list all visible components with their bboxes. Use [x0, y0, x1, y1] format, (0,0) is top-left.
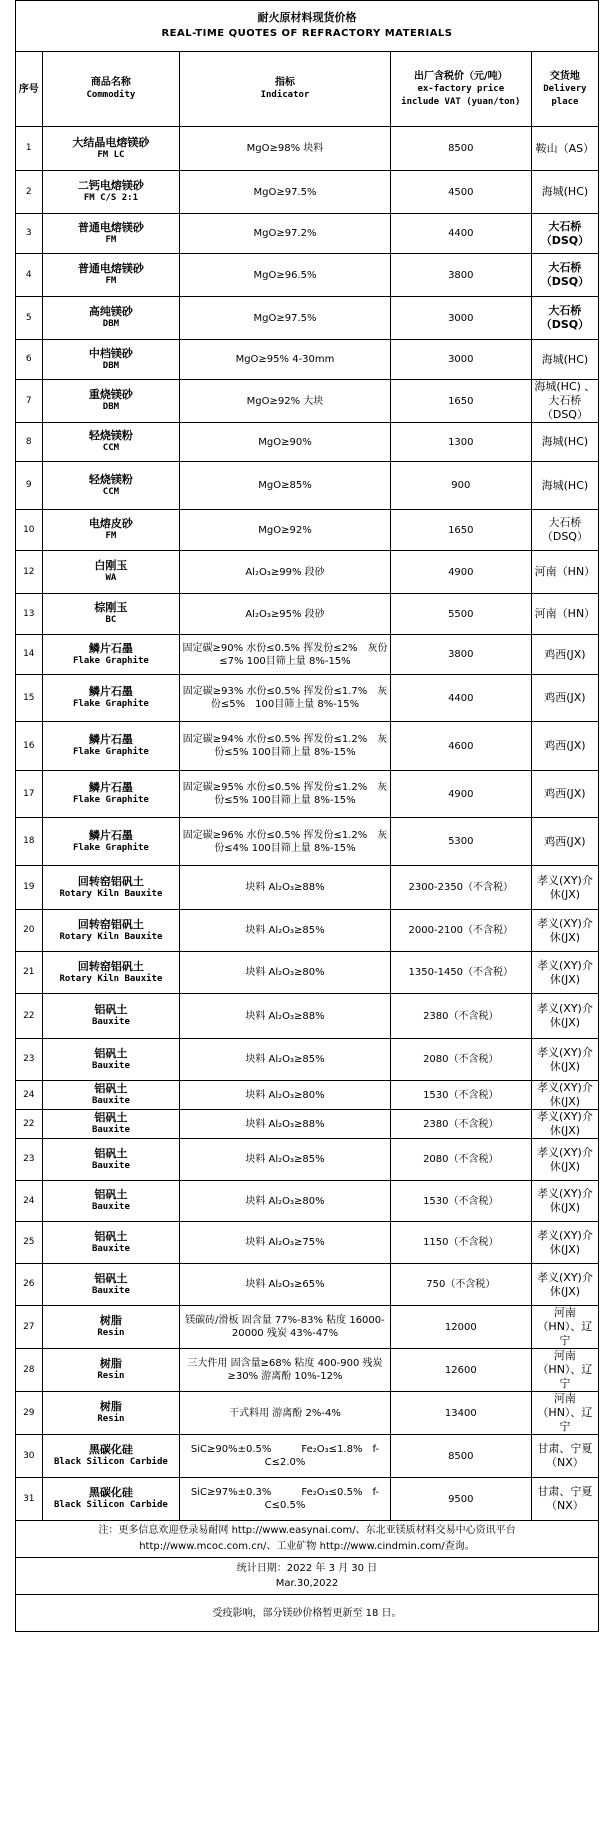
indicator-cell: 块料 Al₂O₃≥88% [180, 994, 391, 1039]
commodity-name-zh: 鳞片石墨 [88, 733, 133, 746]
header-place: 交货地 Delivery place [531, 52, 598, 127]
commodity-name-en: CCM [102, 443, 120, 453]
row-number: 16 [16, 722, 43, 771]
indicator-cell: 块料 Al₂O₃≥75% [180, 1222, 391, 1264]
commodity-name-zh: 鳞片石墨 [88, 828, 133, 842]
price-cell: 8500 [390, 1435, 531, 1478]
delivery-place-cell: 海城(HC) 、 大石桥（DSQ） [531, 380, 598, 423]
commodity-cell [42, 1081, 180, 1110]
stats-row [16, 1558, 599, 1595]
commodity-cell [42, 1139, 180, 1181]
commodity-name-zh: 轻烧镁粉 [88, 429, 133, 442]
row-number: 27 [16, 1306, 43, 1349]
table-row [16, 214, 599, 254]
commodity-name-zh: 黑碳化硅 [88, 1443, 133, 1456]
remark-text: 受疫影响，部分镁砂价格暂更新至 18 日。 [16, 1595, 599, 1632]
commodity-cell [42, 722, 180, 771]
price-cell: 1530（不含税） [390, 1081, 531, 1110]
commodity-name-zh: 回转窑铝矾土 [77, 917, 144, 931]
commodity-cell [42, 1349, 180, 1392]
header-price: 出厂含税价（元/吨） ex-factory price include VAT (yuan/ton) [390, 52, 531, 127]
row-number: 10 [16, 510, 43, 551]
table-row [16, 1139, 599, 1181]
title-zh: 耐火原材料现货价格 [257, 11, 357, 24]
commodity-name-en: Resin [97, 1328, 125, 1338]
row-number: 18 [16, 818, 43, 866]
indicator-cell: 块料 Al₂O₃≥85% [180, 1039, 391, 1081]
commodity-name-en: Bauxite [91, 1096, 130, 1106]
indicator-cell: SiC≥90%±0.5% Fe₂O₃≤1.8% f-C≤2.0% [180, 1435, 391, 1478]
delivery-place-cell: 鞍山（AS） [531, 127, 598, 171]
table-row [16, 1181, 599, 1222]
row-number: 15 [16, 675, 43, 722]
delivery-place-cell: 孝义(XY)介休(JX) [531, 952, 598, 994]
commodity-cell [42, 510, 180, 551]
delivery-place-cell: 甘肃、宁夏（NX） [531, 1435, 598, 1478]
delivery-place-cell: 甘肃、宁夏（NX） [531, 1478, 598, 1521]
row-number: 9 [16, 462, 43, 510]
stats-date-zh: 统计日期：2022 年 3 月 30 日 [236, 1563, 378, 1574]
commodity-cell [42, 423, 180, 462]
commodity-cell [42, 1110, 180, 1139]
delivery-place-cell: 海城(HC) [531, 423, 598, 462]
commodity-name-en: FM LC [97, 149, 125, 160]
row-number: 3 [16, 214, 43, 254]
commodity-cell [42, 1392, 180, 1435]
indicator-cell: MgO≥92% [180, 510, 391, 551]
commodity-name-zh: 铝矾土 [94, 1229, 128, 1243]
commodity-name-zh: 棕刚玉 [94, 601, 128, 614]
commodity-name-en: FM [105, 531, 117, 541]
indicator-cell: MgO≥98% 块料 [180, 127, 391, 171]
row-number: 19 [16, 866, 43, 910]
row-number: 12 [16, 551, 43, 594]
price-cell: 13400 [390, 1392, 531, 1435]
price-cell: 4500 [390, 171, 531, 214]
table-row [16, 952, 599, 994]
commodity-cell [42, 1435, 180, 1478]
commodity-name-en: Flake Graphite [72, 699, 149, 709]
delivery-place-cell: 大石桥（DSQ） [531, 254, 598, 297]
indicator-cell: Al₂O₃≥95% 段砂 [180, 594, 391, 635]
commodity-cell [42, 910, 180, 952]
price-cell: 3800 [390, 254, 531, 297]
commodity-name-en: Bauxite [91, 1285, 130, 1296]
row-number: 6 [16, 340, 43, 380]
commodity-cell [42, 340, 180, 380]
price-cell: 1350-1450（不含税） [390, 952, 531, 994]
price-cell: 2300-2350（不含税） [390, 866, 531, 910]
price-cell: 4400 [390, 214, 531, 254]
commodity-cell [42, 818, 180, 866]
table-row [16, 171, 599, 214]
indicator-cell: 块料 Al₂O₃≥80% [180, 1181, 391, 1222]
price-cell: 5300 [390, 818, 531, 866]
commodity-name-zh: 树脂 [99, 1357, 122, 1370]
delivery-place-cell: 海城(HC) [531, 171, 598, 214]
commodity-cell [42, 952, 180, 994]
indicator-cell: 干式料用 游离酚 2%-4% [180, 1392, 391, 1435]
delivery-place-cell: 河南（HN）、辽宁 [531, 1349, 598, 1392]
commodity-name-zh: 普通电熔镁砂 [77, 220, 144, 234]
commodity-name-zh: 铝矾土 [94, 1111, 128, 1124]
table-row [16, 1478, 599, 1521]
table-row [16, 1039, 599, 1081]
commodity-name-zh: 铝矾土 [94, 1046, 128, 1060]
commodity-name-en: WA [105, 573, 117, 583]
table-row [16, 1306, 599, 1349]
row-number: 2 [16, 171, 43, 214]
indicator-cell: MgO≥90% [180, 423, 391, 462]
price-cell: 9500 [390, 1478, 531, 1521]
indicator-cell: 固定碳≥93% 水份≤0.5% 挥发份≤1.7% 灰份≤5% 100目筛上量 8%-15% [180, 675, 391, 722]
price-cell: 900 [390, 462, 531, 510]
delivery-place-cell: 孝义(XY)介休(JX) [531, 866, 598, 910]
row-number: 1 [16, 127, 43, 171]
price-cell: 5500 [390, 594, 531, 635]
header-no: 序号 [16, 52, 43, 127]
row-number: 7 [16, 380, 43, 423]
commodity-cell [42, 1478, 180, 1521]
indicator-cell: MgO≥92% 大块 [180, 380, 391, 423]
table-row [16, 722, 599, 771]
delivery-place-cell: 孝义(XY)介休(JX) [531, 1222, 598, 1264]
price-cell: 2080（不含税） [390, 1039, 531, 1081]
commodity-name-en: Rotary Kiln Bauxite [59, 931, 163, 942]
commodity-name-en: Flake Graphite [72, 842, 149, 853]
commodity-name-zh: 回转窑铝矾土 [77, 874, 144, 888]
price-cell: 12000 [390, 1306, 531, 1349]
table-row [16, 594, 599, 635]
commodity-name-en: Flake Graphite [72, 747, 149, 757]
table-row [16, 1222, 599, 1264]
commodity-name-zh: 二钙电熔镁砂 [77, 179, 144, 192]
delivery-place-cell: 孝义(XY)介休(JX) [531, 1081, 598, 1110]
delivery-place-cell: 河南（HN）、辽宁 [531, 1392, 598, 1435]
row-number: 24 [16, 1181, 43, 1222]
header-commodity: 商品名称 Commodity [42, 52, 180, 127]
table-row [16, 818, 599, 866]
row-number: 13 [16, 594, 43, 635]
price-cell: 2380（不含税） [390, 994, 531, 1039]
delivery-place-cell: 大石桥（DSQ） [531, 510, 598, 551]
table-row [16, 866, 599, 910]
price-cell: 4400 [390, 675, 531, 722]
indicator-cell: MgO≥95% 4-30mm [180, 340, 391, 380]
indicator-cell: MgO≥97.5% [180, 297, 391, 340]
row-number: 28 [16, 1349, 43, 1392]
stats-date-en: Mar.30,2022 [275, 1578, 339, 1589]
delivery-place-cell: 孝义(XY)介休(JX) [531, 1039, 598, 1081]
price-cell: 1650 [390, 380, 531, 423]
delivery-place-cell: 孝义(XY)介休(JX) [531, 910, 598, 952]
table-row [16, 1392, 599, 1435]
price-cell: 2380（不含税） [390, 1110, 531, 1139]
indicator-cell: 块料 Al₂O₃≥65% [180, 1264, 391, 1306]
commodity-name-en: CCM [102, 486, 120, 497]
delivery-place-cell: 海城(HC) [531, 340, 598, 380]
delivery-place-cell: 大石桥（DSQ） [531, 214, 598, 254]
commodity-name-zh: 铝矾土 [94, 1271, 128, 1285]
delivery-place-cell: 孝义(XY)介休(JX) [531, 1110, 598, 1139]
commodity-cell [42, 594, 180, 635]
commodity-name-zh: 树脂 [99, 1314, 122, 1327]
price-cell: 4900 [390, 771, 531, 818]
table-row [16, 297, 599, 340]
indicator-cell: 镁碳砖/滑板 固含量 77%-83% 粘度 16000-20000 残炭 43%-47% [180, 1306, 391, 1349]
commodity-name-zh: 铝矾土 [94, 1082, 128, 1095]
commodity-cell [42, 462, 180, 510]
indicator-cell: MgO≥97.2% [180, 214, 391, 254]
row-number: 22 [16, 994, 43, 1039]
table-row [16, 510, 599, 551]
table-row [16, 551, 599, 594]
row-number: 17 [16, 771, 43, 818]
commodity-name-zh: 树脂 [99, 1400, 122, 1413]
price-cell: 750（不含税） [390, 1264, 531, 1306]
indicator-cell: 固定碳≥90% 水份≤0.5% 挥发份≤2% 灰份≤7% 100目筛上量 8%-15% [180, 635, 391, 675]
commodity-cell [42, 1306, 180, 1349]
delivery-place-cell: 河南（HN）、辽宁 [531, 1306, 598, 1349]
commodity-name-zh: 电熔皮砂 [88, 517, 133, 530]
indicator-cell: 块料 Al₂O₃≥80% [180, 1081, 391, 1110]
delivery-place-cell: 鸡西(JX) [531, 675, 598, 722]
remark-row [16, 1595, 599, 1632]
commodity-name-en: Resin [97, 1371, 125, 1381]
commodity-cell [42, 866, 180, 910]
row-number: 22 [16, 1110, 43, 1139]
commodity-name-zh: 铝矾土 [94, 1188, 128, 1201]
commodity-name-zh: 重烧镁砂 [88, 388, 133, 401]
delivery-place-cell: 海城(HC) [531, 462, 598, 510]
commodity-name-en: DBM [102, 360, 120, 371]
table-row [16, 1349, 599, 1392]
commodity-cell [42, 1222, 180, 1264]
commodity-name-en: Bauxite [91, 1125, 130, 1135]
commodity-name-en: Black Silicon Carbide [54, 1500, 168, 1510]
row-number: 5 [16, 297, 43, 340]
price-cell: 3000 [390, 297, 531, 340]
commodity-name-zh: 普通电熔镁砂 [77, 262, 144, 275]
commodity-name-zh: 鳞片石墨 [88, 641, 133, 655]
row-number: 23 [16, 1039, 43, 1081]
commodity-cell [42, 214, 180, 254]
price-cell: 8500 [390, 127, 531, 171]
commodity-name-en: Flake Graphite [72, 655, 149, 666]
commodity-cell [42, 1039, 180, 1081]
header-row [16, 52, 599, 127]
commodity-cell [42, 127, 180, 171]
table-row [16, 423, 599, 462]
price-table [15, 0, 599, 1632]
table-row [16, 462, 599, 510]
delivery-place-cell: 鸡西(JX) [531, 818, 598, 866]
note-line-2: http://www.mcoc.com.cn/、工业矿物 http://www.cindmin.com/查询。 [139, 1541, 475, 1552]
table-row [16, 340, 599, 380]
commodity-name-en: Bauxite [91, 1243, 130, 1254]
commodity-cell [42, 171, 180, 214]
commodity-name-en: Flake Graphite [72, 795, 149, 805]
indicator-cell: MgO≥96.5% [180, 254, 391, 297]
indicator-cell: 块料 Al₂O₃≥85% [180, 910, 391, 952]
commodity-name-zh: 铝矾土 [94, 1003, 128, 1016]
commodity-name-zh: 大结晶电熔镁砂 [72, 135, 150, 149]
table-row [16, 254, 599, 297]
price-cell: 1300 [390, 423, 531, 462]
commodity-cell [42, 994, 180, 1039]
row-number: 21 [16, 952, 43, 994]
price-cell: 4900 [390, 551, 531, 594]
delivery-place-cell: 孝义(XY)介休(JX) [531, 994, 598, 1039]
commodity-name-en: DBM [102, 319, 120, 329]
commodity-name-en: Bauxite [91, 1160, 130, 1171]
commodity-name-en: Bauxite [91, 1202, 130, 1212]
commodity-name-en: Black Silicon Carbide [54, 1457, 168, 1467]
indicator-cell: 块料 Al₂O₃≥80% [180, 952, 391, 994]
price-cell: 1650 [390, 510, 531, 551]
commodity-name-zh: 中档镁砂 [88, 346, 133, 360]
price-cell: 2000-2100（不含税） [390, 910, 531, 952]
table-row [16, 380, 599, 423]
commodity-name-en: BC [105, 615, 117, 625]
indicator-cell: 块料 Al₂O₃≥88% [180, 866, 391, 910]
indicator-cell: 块料 Al₂O₃≥88% [180, 1110, 391, 1139]
price-cell: 3800 [390, 635, 531, 675]
price-cell: 2080（不含税） [390, 1139, 531, 1181]
table-row [16, 1110, 599, 1139]
delivery-place-cell: 孝义(XY)介休(JX) [531, 1139, 598, 1181]
delivery-place-cell: 河南（HN） [531, 594, 598, 635]
row-number: 25 [16, 1222, 43, 1264]
delivery-place-cell: 河南（HN） [531, 551, 598, 594]
delivery-place-cell: 孝义(XY)介休(JX) [531, 1264, 598, 1306]
delivery-place-cell: 鸡西(JX) [531, 635, 598, 675]
commodity-name-en: Bauxite [91, 1017, 130, 1027]
row-number: 14 [16, 635, 43, 675]
commodity-name-en: Rotary Kiln Bauxite [59, 973, 163, 984]
row-number: 4 [16, 254, 43, 297]
indicator-cell: SiC≥97%±0.3% Fe₂O₃≤0.5% f-C≤0.5% [180, 1478, 391, 1521]
commodity-cell [42, 1181, 180, 1222]
note-line-1: 注：更多信息欢迎登录易耐网 http://www.easynai.com/、东北亚镁质材料交易中心资讯平台 [98, 1525, 516, 1536]
table-row [16, 1081, 599, 1110]
delivery-place-cell: 鸡西(JX) [531, 771, 598, 818]
commodity-name-zh: 轻烧镁粉 [88, 472, 133, 486]
indicator-cell: Al₂O₃≥99% 段砂 [180, 551, 391, 594]
delivery-place-cell: 大石桥（DSQ） [531, 297, 598, 340]
table-row [16, 994, 599, 1039]
commodity-name-zh: 铝矾土 [94, 1146, 128, 1160]
price-cell: 1150（不含税） [390, 1222, 531, 1264]
commodity-name-zh: 鳞片石墨 [88, 781, 133, 794]
commodity-name-zh: 回转窑铝矾土 [77, 959, 144, 973]
price-cell: 4600 [390, 722, 531, 771]
row-number: 23 [16, 1139, 43, 1181]
indicator-cell: MgO≥85% [180, 462, 391, 510]
commodity-name-zh: 黑碳化硅 [88, 1486, 133, 1499]
table-row [16, 675, 599, 722]
note-row [16, 1521, 599, 1558]
commodity-cell [42, 675, 180, 722]
row-number: 24 [16, 1081, 43, 1110]
commodity-name-en: FM [105, 276, 117, 286]
commodity-name-zh: 鳞片石墨 [88, 685, 133, 698]
row-number: 29 [16, 1392, 43, 1435]
commodity-name-zh: 白刚玉 [94, 559, 128, 572]
commodity-cell [42, 254, 180, 297]
price-cell: 3000 [390, 340, 531, 380]
commodity-cell [42, 1264, 180, 1306]
table-row [16, 910, 599, 952]
commodity-cell [42, 635, 180, 675]
commodity-name-en: FM C/S 2:1 [83, 193, 138, 203]
indicator-cell: MgO≥97.5% [180, 171, 391, 214]
indicator-cell: 固定碳≥94% 水份≤0.5% 挥发份≤1.2% 灰份≤5% 100目筛上量 8%-15% [180, 722, 391, 771]
commodity-name-en: FM [105, 234, 117, 245]
commodity-cell [42, 551, 180, 594]
indicator-cell: 固定碳≥95% 水份≤0.5% 挥发份≤1.2% 灰份≤5% 100目筛上量 8%-15% [180, 771, 391, 818]
title-en: REAL-TIME QUOTES OF REFRACTORY MATERIALS [161, 28, 453, 39]
commodity-cell [42, 771, 180, 818]
row-number: 26 [16, 1264, 43, 1306]
table-row [16, 1264, 599, 1306]
commodity-name-zh: 高纯镁砂 [88, 305, 133, 318]
row-number: 31 [16, 1478, 43, 1521]
indicator-cell: 三大件用 固含量≥68% 粘度 400-900 残炭≥30% 游离酚 10%-12% [180, 1349, 391, 1392]
indicator-cell: 固定碳≥96% 水份≤0.5% 挥发份≤1.2% 灰份≤4% 100目筛上量 8%-15% [180, 818, 391, 866]
price-cell: 12600 [390, 1349, 531, 1392]
indicator-cell: 块料 Al₂O₃≥85% [180, 1139, 391, 1181]
row-number: 30 [16, 1435, 43, 1478]
commodity-name-en: Bauxite [91, 1060, 130, 1071]
commodity-name-en: DBM [102, 402, 120, 412]
table-row [16, 771, 599, 818]
table-row [16, 127, 599, 171]
row-number: 8 [16, 423, 43, 462]
commodity-name-en: Resin [97, 1414, 125, 1424]
price-cell: 1530（不含税） [390, 1181, 531, 1222]
header-indicator: 指标 Indicator [180, 52, 391, 127]
delivery-place-cell: 鸡西(JX) [531, 722, 598, 771]
commodity-name-en: Rotary Kiln Bauxite [59, 888, 163, 899]
row-number: 20 [16, 910, 43, 952]
commodity-cell [42, 380, 180, 423]
delivery-place-cell: 孝义(XY)介休(JX) [531, 1181, 598, 1222]
table-row [16, 1435, 599, 1478]
table-title [16, 1, 599, 52]
table-row [16, 635, 599, 675]
commodity-cell [42, 297, 180, 340]
